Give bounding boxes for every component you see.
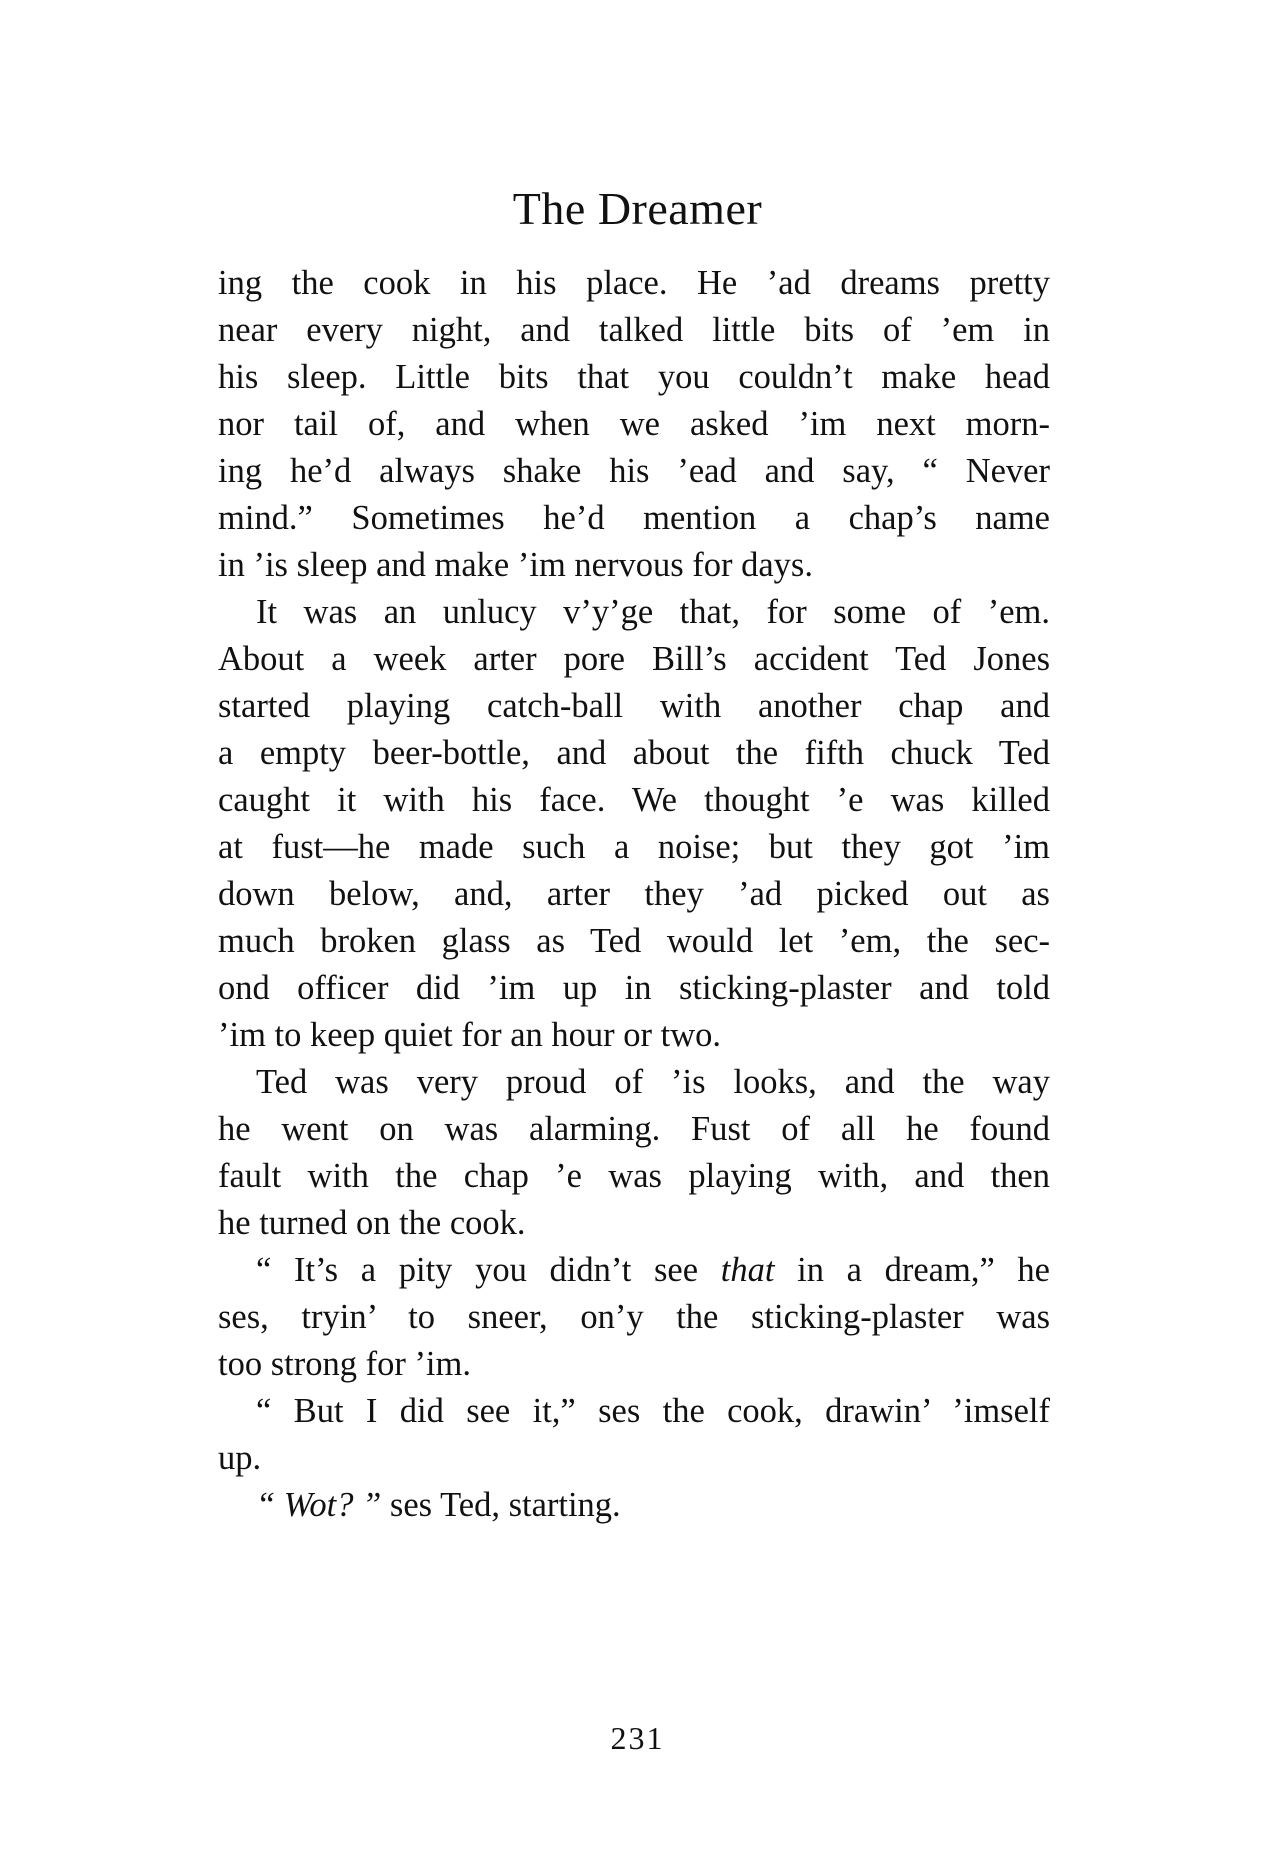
running-head: The Dreamer [512,183,763,234]
text-line: ing the cook in his place. He ’ad dreams pretty [218,264,1050,302]
text-line: ses, tryin’ to sneer, on’y the sticking-plaster was [218,1298,1050,1336]
text-line: ing he’d always shake his ’ead and say, “ Never [218,452,1050,490]
text-line: a empty beer-bottle, and about the fifth chuck Ted [218,734,1050,772]
text-line: he went on was alarming. Fust of all he found [218,1110,1050,1148]
text-line: “ It’s a pity you didn’t see that in a dream,” he [256,1251,1050,1289]
text-line: he turned on the cook. [218,1204,526,1242]
text-line: Ted was very proud of ’is looks, and the way [256,1063,1050,1101]
text-line: nor tail of, and when we asked ’im next morn- [218,405,1050,443]
text-line: It was an unlucy v’y’ge that, for some of ’em. [256,593,1050,631]
text-line: fault with the chap ’e was playing with, and then [218,1157,1050,1195]
text-line: much broken glass as Ted would let ’em, the sec- [218,922,1050,960]
text-line: near every night, and talked little bits of ’em in [218,311,1050,349]
text-line: ’im to keep quiet for an hour or two. [218,1016,721,1054]
page-number: 231 [610,1720,665,1756]
italic-word: “ Wot? ” [256,1486,382,1524]
text-line: too strong for ’im. [218,1345,471,1383]
text-line: About a week arter pore Bill’s accident Ted Jones [218,640,1050,678]
text-line: in ’is sleep and make ’im nervous for days. [218,546,813,584]
text-line: mind.” Sometimes he’d mention a chap’s name [218,499,1050,537]
text-line: at fust—he made such a noise; but they got ’im [218,828,1050,866]
text-line: “ But I did see it,” ses the cook, drawin’ ’imself [256,1392,1050,1430]
text-line: caught it with his face. We thought ’e was killed [218,781,1050,819]
text-line: his sleep. Little bits that you couldn’t make head [218,358,1050,396]
text-line: started playing catch-ball with another chap and [218,687,1050,725]
text-line: down below, and, arter they ’ad picked out as [218,875,1050,913]
text-line: “ Wot? ” ses Ted, starting. [256,1486,621,1524]
text-line: ond officer did ’im up in sticking-plaster and told [218,969,1050,1007]
body-text [218,260,1050,1529]
text-line: up. [218,1439,262,1477]
italic-word: that [720,1251,775,1289]
